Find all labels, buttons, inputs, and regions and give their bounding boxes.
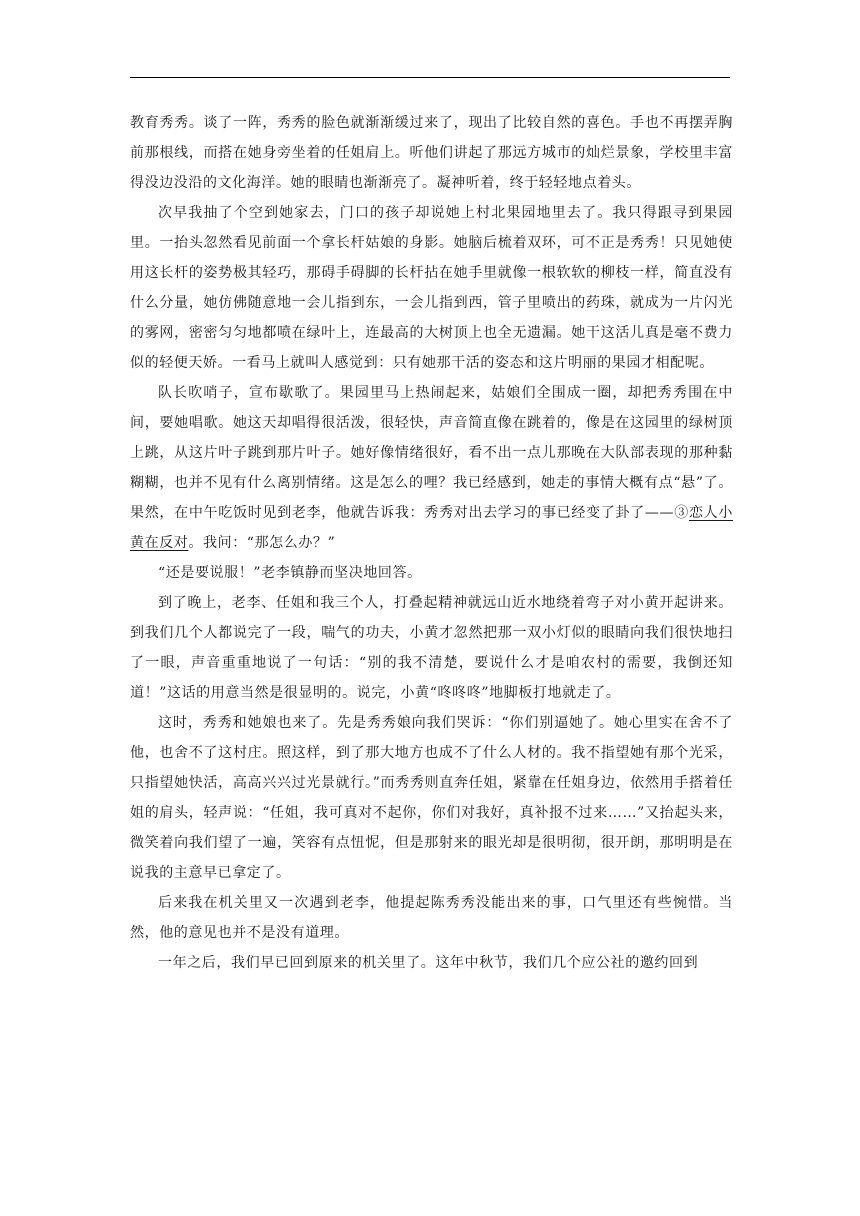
paragraph-6: 这时，秀秀和她娘也来了。先是秀秀娘向我们哭诉：“你们别逼她了。她心里实在舍不了他，也舍不了这村庄。照这样，到了那大地方也成不了什么人材的。我不指望她有那个光采，只指望她快活，高高兴兴过光景就行。”而秀秀则直奔任姐，紧靠在任姐身边，依然用手搭着任姐的肩头，轻声说：“任姐，我可真对不起你，你们对我好，真补报不过来……”又抬起头来，微笑着向我们望了一遍，笑容有点忸怩，但是那射来的眼光却是很明彻，很开朗，那明明是在说我的主意早已拿定了。 [130, 715, 733, 881]
paragraph-3-text-after: 。我问：“那怎么办？” [188, 535, 336, 551]
header-rule [130, 77, 730, 78]
paragraph-8: 一年之后，我们早已回到原来的机关里了。这年中秋节，我们几个应公社的邀约回到 [158, 955, 699, 971]
paragraph-3-text-before: 队长吹哨子，宣布歇歌了。果园里马上热闹起来，姑娘们全围成一圈，却把秀秀围在中间，要她唱歌。她这天却唱得很活泼，很轻快，声音简直像在跳着的，像是在这园里的绿树顶上跳，从这片叶子跳到那片叶子。她好像情绪很好，看不出一点儿那晚在大队部表现的那种黏糊糊，也并不见有什么离别情绪。这是怎么的哩？我已经感到，她走的事情大概有点“悬”了。果然，在中午吃饭时见到老李，他就告诉我：秀秀对出去学习的事已经变了卦了——③ [130, 385, 733, 521]
paragraph-2: 次早我抽了个空到她家去，门口的孩子却说她上村北果园地里去了。我只得跟寻到果园里。一抬头忽然看见前面一个拿长杆姑娘的身影。她脑后梳着双环，可不正是秀秀！只见她使用这长杆的姿势极其轻巧，那碍手碍脚的长杆拈在她手里就像一根软软的柳枝一样，简直没有什么分量，她仿佛随意地一会儿指到东，一会儿指到西，管子里喷出的药珠，就成为一片闪光的雾网，密密匀匀地都喷在绿叶上，连最高的大树顶上也全无遗漏。她干这活儿真是毫不费力似的轻便天娇。一看马上就叫人感觉到：只有她那干活的姿态和这片明丽的果园才相配呢。 [130, 205, 733, 371]
paragraph-7: 后来我在机关里又一次遇到老李，他提起陈秀秀没能出来的事，口气里还有些惋惜。当然，他的意见也并不是没有道理。 [130, 895, 733, 941]
paragraph-1: 教育秀秀。谈了一阵，秀秀的脸色就渐渐缓过来了，现出了比较自然的喜色。手也不再摆弄胸前那根线，而搭在她身旁坐着的任姐肩上。听他们讲起了那远方城市的灿烂景象，学校里丰富得没边没沿的文化海洋。她的眼睛也渐渐亮了。凝神听着，终于轻轻地点着头。 [130, 115, 733, 191]
article-body [130, 108, 733, 978]
paragraph-3 [130, 378, 733, 558]
underlined-phrase: 恋人小黄在反对 [130, 505, 733, 551]
paragraph-5: 到了晚上，老李、任姐和我三个人，打叠起精神就远山近水地绕着弯子对小黄开起讲来。到我们几个人都说完了一段，喘气的功夫，小黄才忽然把那一双小灯似的眼睛向我们很快地扫了一眼，声音重重地说了一句话：“别的我不清楚，要说什么才是咱农村的需要，我倒还知道！”这话的用意当然是很显明的。说完，小黄“咚咚咚”地脚板打地就走了。 [130, 595, 733, 701]
paragraph-4: “还是要说服！”老李镇静而坚决地回答。 [158, 565, 422, 581]
